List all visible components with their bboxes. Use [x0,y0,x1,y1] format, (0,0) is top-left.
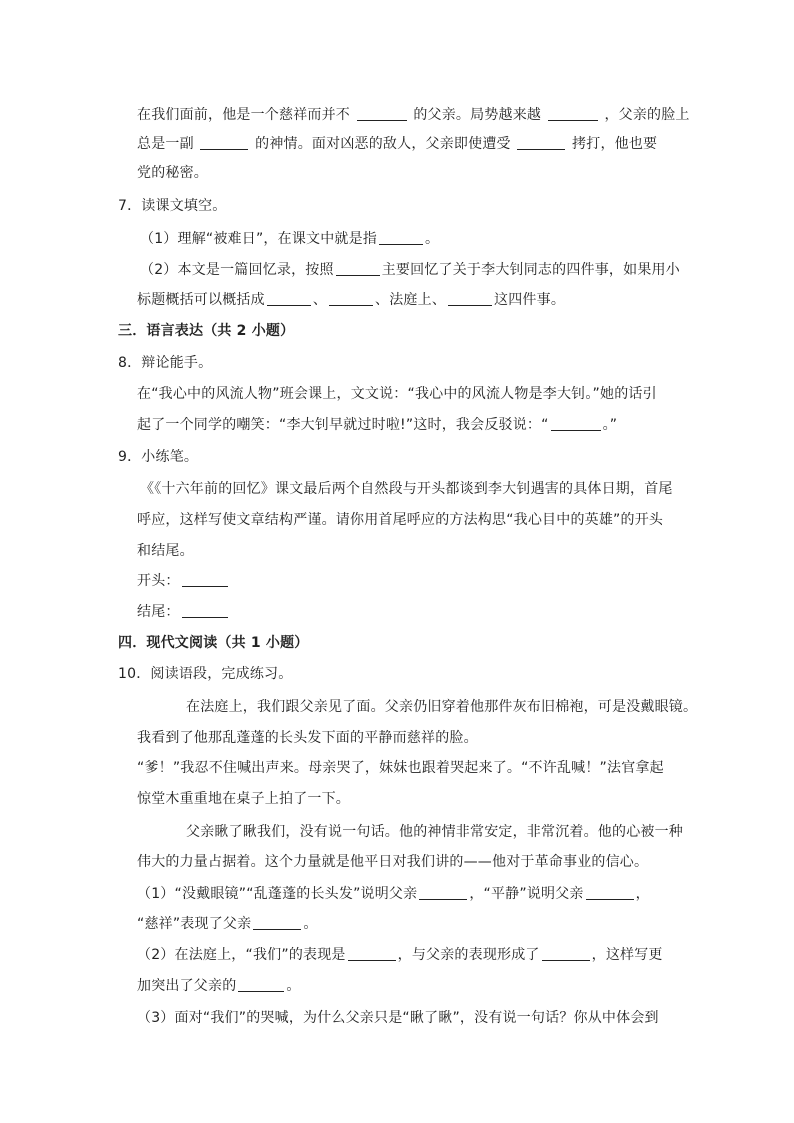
question-10-3: （3）面对“我们”的哭喊，为什么父亲只是“瞅了瞅”，没有说一句话？你从中体会到 [137,1010,659,1026]
reading-passage: “爹！”我忍不住喊出声来。母亲哭了，妹妹也跟着哭起来了。“不许乱喊！”法官拿起 [137,760,664,776]
question-9-text: 《《十六年前的回忆》课文最后两个自然段与开头都谈到李大钊遇害的具体日期，首尾 [140,481,673,497]
answer-blank[interactable] [548,106,598,121]
text: 。 [286,978,301,994]
question-10-1 [137,884,650,904]
question-9: 9．小练笔。 [118,449,199,465]
question-8-text: 在“我心中的风流人物”班会课上，文文说：“我心中的风流人物是李大钊。”她的话引 [137,386,657,402]
text: ，“平静”说明父亲 [469,886,584,902]
answer-blank[interactable] [329,291,373,306]
text: 的父亲。局势越来越 [413,107,542,123]
answer-blank[interactable] [448,291,492,306]
answer-blank[interactable] [267,291,311,306]
answer-blank[interactable] [517,135,565,150]
passage-line [137,105,690,125]
question-10-1-cont [137,914,318,934]
question-10-2-cont [137,976,301,996]
question-7-1 [140,229,439,249]
text: 加突出了父亲的 [137,978,237,994]
text: （2）本文是一篇回忆录，按照 [140,262,334,278]
passage-line: 党的秘密。 [137,165,208,181]
answer-blank[interactable] [379,230,423,245]
text: 这四件事。 [494,292,566,308]
question-10-2 [137,945,663,965]
answer-blank[interactable] [200,135,248,150]
answer-blank[interactable] [182,603,228,618]
question-9-text: 和结尾。 [137,543,194,559]
answer-blank[interactable] [542,946,590,961]
text: 。” [602,417,618,433]
answer-blank[interactable] [238,977,284,992]
reading-passage: 在法庭上，我们跟父亲见了面。父亲仍旧穿着他那件灰布旧棉袍，可是没戴眼镜。 [186,699,698,715]
text: 标题概括可以概括成 [137,292,265,308]
answer-blank[interactable] [253,915,301,930]
question-9-end [137,602,230,622]
text: 结尾： [137,604,180,620]
text: 在我们面前，他是一个慈祥而并不 [137,107,350,123]
answer-blank[interactable] [348,946,396,961]
question-7-2-cont [137,290,565,310]
text: 开头： [137,573,180,589]
text: “慈祥”表现了父亲 [137,916,252,932]
question-9-text: 呼应，这样写使文章结构严谨。请你用首尾呼应的方法构思“我心目中的英雄”的开头 [137,512,664,528]
answer-blank[interactable] [586,885,634,900]
question-8: 8．辩论能手。 [118,355,213,371]
text: （1）“没戴眼镜”“乱蓬蓬的长头发”说明父亲 [137,886,418,902]
question-7: 7．读课文填空。 [118,198,227,214]
question-9-start [137,571,230,591]
text: 、法庭上、 [375,292,447,308]
text: 起了一个同学的嘲笑：“李大钊早就过时啦!”这时，我会反驳说：“ [137,417,549,433]
reading-passage: 伟大的力量占据着。这个力量就是他平日对我们讲的——他对于革命事业的信心。 [137,854,649,870]
answer-blank[interactable] [182,572,228,587]
text: 拷打，他也要 [572,136,658,152]
reading-passage: 父亲瞅了瞅我们，没有说一句话。他的神情非常安定，非常沉着。他的心被一种 [186,824,683,840]
answer-blank[interactable] [551,416,601,431]
section-3-heading: 三．语言表达（共 2 小题） [118,323,295,339]
text: 、 [312,292,328,308]
reading-passage: 我看到了他那乱蓬蓬的长头发下面的平静而慈祥的脸。 [137,730,478,746]
text: ，父亲的脸上 [604,107,690,123]
passage-line [137,134,657,154]
question-7-2 [140,260,680,280]
text: ， [635,886,650,902]
text: 。 [303,916,318,932]
text: ，与父亲的表现形成了 [397,947,540,963]
text: 。 [425,231,440,247]
question-10: 10．阅读语段，完成练习。 [118,666,293,682]
question-8-text [137,415,617,435]
reading-passage: 惊堂木重重地在桌子上拍了一下。 [137,791,350,807]
text: （1）理解“被难日”，在课文中就是指 [140,231,378,247]
text: （2）在法庭上，“我们”的表现是 [137,947,346,963]
text: 总是一副 [137,136,194,152]
section-4-heading: 四．现代文阅读（共 1 小题） [118,635,309,651]
text: 的神情。面对凶恶的敌人，父亲即使遭受 [255,136,511,152]
answer-blank[interactable] [357,106,407,121]
answer-blank[interactable] [336,261,380,276]
answer-blank[interactable] [419,885,467,900]
text: ，这样写更 [591,947,663,963]
text: 主要回忆了关于李大钊同志的四件事，如果用小 [381,262,680,278]
